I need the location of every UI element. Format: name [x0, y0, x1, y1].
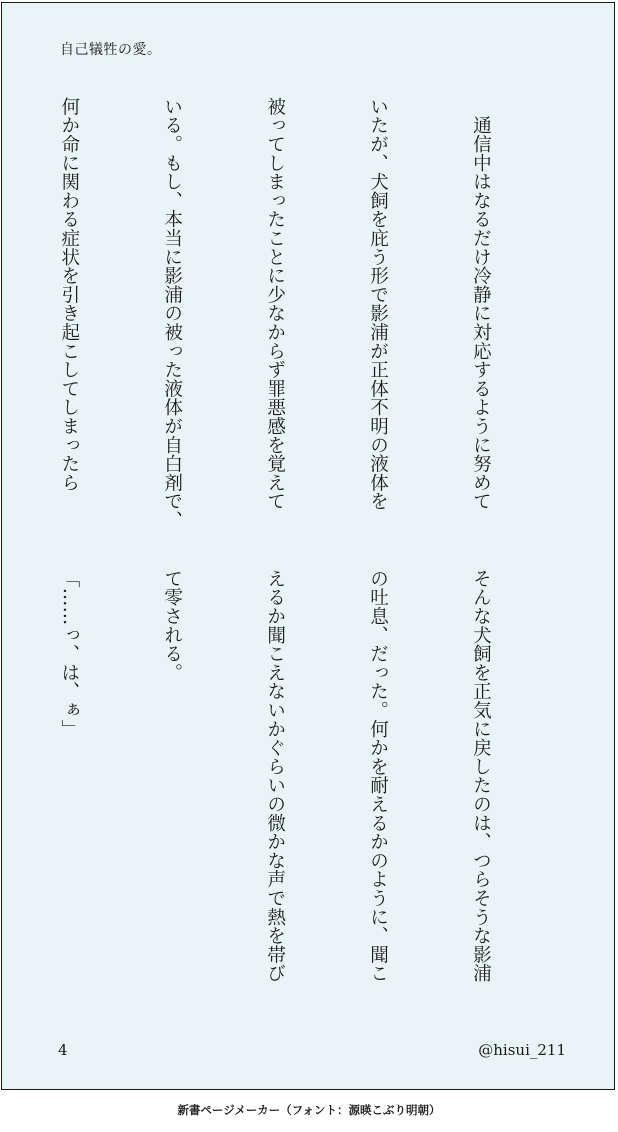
- text-line: そんな犬飼を正気に戻したのは、つらそうな影浦: [470, 569, 492, 983]
- text-line: えるか聞こえないかぐらいの微かな声で熱を帯び: [264, 569, 286, 983]
- page-title: 自己犠牲の愛。: [60, 42, 162, 58]
- author-handle: @hisui_211: [478, 1041, 566, 1059]
- text-line: 通信中はなるだけ冷静に対応するように努めて: [470, 97, 492, 511]
- text-column-top: [46, 97, 566, 535]
- text-line: の吐息、だった。何かを耐えるかのように、聞こ: [367, 569, 389, 983]
- page-number: 4: [58, 1041, 68, 1059]
- novel-page: [1, 2, 615, 1090]
- text-line: 何か命に関わる症状を引き起こしてしまったら: [58, 97, 80, 492]
- text-line: いたが、犬飼を庇う形で影浦が正体不明の液体を: [367, 97, 389, 511]
- text-line: 被ってしまったことに少なからず罪悪感を覚えて: [264, 97, 286, 511]
- text-column-bottom: [46, 569, 566, 1009]
- text-line: 「……っ、は、ぁ」: [58, 569, 80, 739]
- generator-credit: 新書ページメーカー（フォント：源暎こぶり明朝）: [177, 1103, 441, 1117]
- text-line: て零される。: [161, 569, 183, 682]
- text-line: いる。もし、本当に影浦の被った液体が自白剤で、: [161, 97, 183, 530]
